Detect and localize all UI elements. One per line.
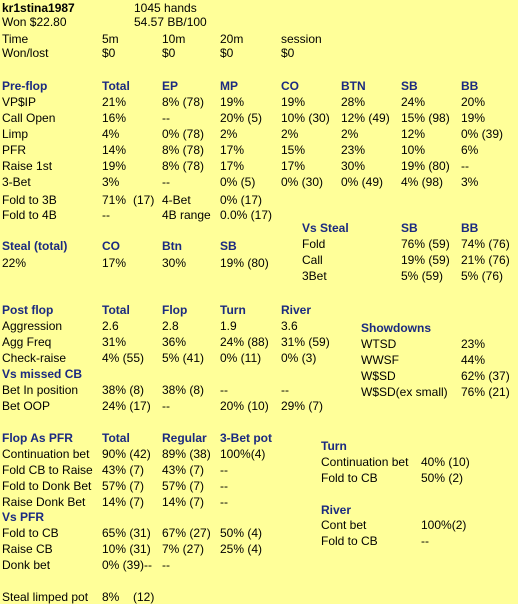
fold-to-3b-label: Fold to 3B xyxy=(2,193,57,207)
preflop-cell: 15% xyxy=(281,143,306,157)
preflop-cell: 0% (78) xyxy=(162,127,205,141)
turn-row-label: Fold to CB xyxy=(321,471,378,485)
four-bet-range-value: 0.0% (17) xyxy=(220,208,273,222)
postflop-row-label: Check-raise xyxy=(2,351,67,365)
vs-pfr-cell: 25% (4) xyxy=(220,542,263,556)
vs-steal-cell: 74% (76) xyxy=(461,237,510,251)
flop-pfr-cell: 14% (7) xyxy=(162,495,205,509)
preflop-cell: 0% (30) xyxy=(281,175,324,189)
flop-pfr-header: Total xyxy=(102,431,130,445)
preflop-cell: 10% (30) xyxy=(281,111,330,125)
time-label: Time xyxy=(2,32,29,46)
vs-pfr-row-label: Fold to CB xyxy=(2,526,59,540)
postflop-cell: 0% (3) xyxy=(281,351,317,365)
vs-steal-title: Vs Steal xyxy=(302,221,349,235)
flop-pfr-row-label: Raise Donk Bet xyxy=(2,495,86,509)
steal-limped-label: Steal limped pot xyxy=(2,590,89,604)
vs-steal-header: BB xyxy=(461,221,479,235)
postflop-header: River xyxy=(281,303,312,317)
flop-pfr-row-label: Fold CB to Raise xyxy=(2,463,93,477)
preflop-header: SB xyxy=(401,79,418,93)
flop-pfr-cell: 89% (38) xyxy=(162,447,211,461)
turn-title: Turn xyxy=(321,439,347,453)
vs-missed-cb-title: Vs missed CB xyxy=(2,367,83,381)
four-bet-value: 0% (17) xyxy=(220,193,263,207)
vs-steal-cell: 5% (59) xyxy=(401,269,444,283)
wonlost-5m: $0 xyxy=(102,46,116,60)
vs-steal-row-label: Fold xyxy=(302,237,326,251)
steal-header: Btn xyxy=(162,239,182,253)
river-row-label: Cont bet xyxy=(321,518,367,532)
steal-header: SB xyxy=(220,239,237,253)
postflop-cell: 5% (41) xyxy=(162,351,205,365)
preflop-header: CO xyxy=(281,79,299,93)
preflop-cell: 14% xyxy=(102,143,127,157)
preflop-cell: -- xyxy=(162,175,170,189)
river-value: -- xyxy=(421,534,429,548)
steal-value: 19% (80) xyxy=(220,256,269,270)
postflop-header: Post flop xyxy=(2,303,54,317)
flop-pfr-header: Regular xyxy=(162,431,207,445)
missed-cb-cell: -- xyxy=(162,399,170,413)
showdown-value: 76% (21) xyxy=(461,385,510,399)
steal-value: 30% xyxy=(162,256,187,270)
fold-to-4b-total: -- xyxy=(102,208,110,222)
steal-limped-count: (12) xyxy=(133,590,155,604)
won-amount: Won $22.80 xyxy=(2,15,67,29)
steal-value: 17% xyxy=(102,256,127,270)
river-title: River xyxy=(321,503,352,517)
steal-header: CO xyxy=(102,239,120,253)
four-bet-range-label: 4B range xyxy=(162,208,211,222)
postflop-row-label: Agg Freq xyxy=(2,335,52,349)
preflop-cell: -- xyxy=(461,159,469,173)
fold-to-4b-label: Fold to 4B xyxy=(2,208,57,222)
postflop-cell: 2.6 xyxy=(102,319,119,333)
preflop-cell: 10% xyxy=(401,143,426,157)
preflop-row-label: 3-Bet xyxy=(2,175,31,189)
flop-pfr-cell: -- xyxy=(220,479,228,493)
turn-row-label: Continuation bet xyxy=(321,455,409,469)
flop-pfr-cell: 14% (7) xyxy=(102,495,145,509)
postflop-cell: 31% (59) xyxy=(281,335,330,349)
preflop-cell: 19% xyxy=(220,95,245,109)
preflop-row-label: Raise 1st xyxy=(2,159,53,173)
preflop-cell: 4% (98) xyxy=(401,175,444,189)
time-10m: 10m xyxy=(162,32,186,46)
vs-pfr-cell: 50% (4) xyxy=(220,526,263,540)
postflop-cell: 31% xyxy=(102,335,127,349)
wonlost-session: $0 xyxy=(281,46,295,60)
missed-cb-row-label: Bet OOP xyxy=(2,399,51,413)
showdown-row-label: WTSD xyxy=(361,337,397,351)
time-session: session xyxy=(281,32,322,46)
preflop-cell: 2% xyxy=(341,127,359,141)
vs-pfr-title: Vs PFR xyxy=(2,510,45,524)
preflop-cell: 19% xyxy=(102,159,127,173)
postflop-cell: 36% xyxy=(162,335,187,349)
vs-steal-header: SB xyxy=(401,221,418,235)
preflop-cell: 0% (39) xyxy=(461,127,504,141)
preflop-cell: 12% xyxy=(401,127,426,141)
showdowns-title: Showdowns xyxy=(361,321,431,335)
preflop-cell: 12% (49) xyxy=(341,111,390,125)
preflop-header: BTN xyxy=(341,79,366,93)
showdown-row-label: W$SD(ex small) xyxy=(361,385,448,399)
preflop-header: Total xyxy=(102,79,130,93)
showdown-row-label: WWSF xyxy=(361,353,399,367)
preflop-cell: 20% xyxy=(461,95,486,109)
turn-value: 40% (10) xyxy=(421,455,470,469)
preflop-header: BB xyxy=(461,79,479,93)
preflop-row-label: PFR xyxy=(2,143,26,157)
vs-pfr-cell: -- xyxy=(162,558,170,572)
postflop-cell: 3.6 xyxy=(281,319,298,333)
vs-pfr-cell: 0% (39)-- xyxy=(102,558,153,572)
preflop-header: Pre-flop xyxy=(2,79,48,93)
postflop-header: Total xyxy=(102,303,130,317)
preflop-header: EP xyxy=(162,79,179,93)
vs-steal-row-label: Call xyxy=(302,253,323,267)
vs-pfr-cell: 10% (31) xyxy=(102,542,151,556)
preflop-cell: 2% xyxy=(281,127,299,141)
preflop-cell: 17% xyxy=(220,159,245,173)
preflop-cell: -- xyxy=(162,111,170,125)
turn-value: 50% (2) xyxy=(421,471,464,485)
preflop-cell: 28% xyxy=(341,95,366,109)
wonlost-10m: $0 xyxy=(162,46,176,60)
preflop-row-label: Call Open xyxy=(2,111,56,125)
postflop-row-label: Aggression xyxy=(2,319,63,333)
vs-steal-row-label: 3Bet xyxy=(302,269,327,283)
preflop-cell: 30% xyxy=(341,159,366,173)
preflop-cell: 24% xyxy=(401,95,426,109)
vs-pfr-row-label: Raise CB xyxy=(2,542,53,556)
preflop-cell: 8% (78) xyxy=(162,95,205,109)
vs-pfr-cell: 65% (31) xyxy=(102,526,151,540)
missed-cb-cell: 29% (7) xyxy=(281,399,324,413)
flop-pfr-row-label: Fold to Donk Bet xyxy=(2,479,92,493)
postflop-header: Flop xyxy=(162,303,188,317)
postflop-header: Turn xyxy=(220,303,246,317)
preflop-cell: 19% xyxy=(281,95,306,109)
flop-pfr-cell: 43% (7) xyxy=(102,463,145,477)
preflop-cell: 3% xyxy=(102,175,120,189)
showdown-row-label: W$SD xyxy=(361,369,396,383)
fold-to-3b-total: 71% xyxy=(102,193,127,207)
wonlost-20m: $0 xyxy=(220,46,234,60)
steal-value: 22% xyxy=(2,256,27,270)
river-row-label: Fold to CB xyxy=(321,534,378,548)
steal-limped-value: 8% xyxy=(102,590,120,604)
preflop-cell: 19% xyxy=(461,111,486,125)
preflop-cell: 8% (78) xyxy=(162,159,205,173)
preflop-cell: 4% xyxy=(102,127,120,141)
time-5m: 5m xyxy=(102,32,119,46)
postflop-cell: 24% (88) xyxy=(220,335,269,349)
flop-pfr-cell: -- xyxy=(220,463,228,477)
preflop-cell: 17% xyxy=(281,159,306,173)
steal-header: Steal (total) xyxy=(2,239,68,253)
flop-pfr-cell: 90% (42) xyxy=(102,447,151,461)
flop-pfr-cell: 100%(4) xyxy=(220,447,266,461)
preflop-cell: 16% xyxy=(102,111,127,125)
time-20m: 20m xyxy=(220,32,244,46)
four-bet-label: 4-Bet xyxy=(162,193,191,207)
missed-cb-cell: 24% (17) xyxy=(102,399,151,413)
missed-cb-row-label: Bet In position xyxy=(2,383,79,397)
preflop-cell: 0% (49) xyxy=(341,175,384,189)
postflop-cell: 2.8 xyxy=(162,319,179,333)
showdown-value: 23% xyxy=(461,337,486,351)
preflop-cell: 15% (98) xyxy=(401,111,450,125)
fold-to-3b-count: (17) xyxy=(133,193,155,207)
flop-pfr-row-label: Continuation bet xyxy=(2,447,90,461)
flop-pfr-header: Flop As PFR xyxy=(2,431,73,445)
preflop-cell: 0% (5) xyxy=(220,175,256,189)
preflop-cell: 6% xyxy=(461,143,479,157)
vs-pfr-cell: 67% (27) xyxy=(162,526,211,540)
vs-pfr-row-label: Donk bet xyxy=(2,558,51,572)
preflop-cell: 20% (5) xyxy=(220,111,263,125)
hands-count: 1045 hands xyxy=(134,1,197,15)
postflop-cell: 0% (11) xyxy=(220,351,262,365)
showdown-value: 62% (37) xyxy=(461,369,510,383)
missed-cb-cell: 38% (8) xyxy=(162,383,205,397)
preflop-cell: 3% xyxy=(461,175,479,189)
postflop-cell: 1.9 xyxy=(220,319,237,333)
vs-steal-cell: 76% (59) xyxy=(401,237,450,251)
postflop-cell: 4% (55) xyxy=(102,351,145,365)
preflop-cell: 21% xyxy=(102,95,127,109)
preflop-cell: 17% xyxy=(220,143,245,157)
preflop-cell: 8% (78) xyxy=(162,143,205,157)
vs-pfr-cell: 7% (27) xyxy=(162,542,205,556)
player-name: kr1stina1987 xyxy=(2,1,75,15)
preflop-row-label: Limp xyxy=(2,127,29,141)
missed-cb-cell: -- xyxy=(281,383,289,397)
missed-cb-cell: 20% (10) xyxy=(220,399,269,413)
vs-steal-cell: 19% (59) xyxy=(401,253,450,267)
vs-steal-cell: 5% (76) xyxy=(461,269,504,283)
flop-pfr-cell: 57% (7) xyxy=(162,479,205,493)
flop-pfr-cell: 43% (7) xyxy=(162,463,205,477)
bb-per-100: 54.57 BB/100 xyxy=(134,15,207,29)
flop-pfr-header: 3-Bet pot xyxy=(220,431,272,445)
flop-pfr-cell: 57% (7) xyxy=(102,479,145,493)
vs-steal-cell: 21% (76) xyxy=(461,253,510,267)
preflop-cell: 2% xyxy=(220,127,238,141)
missed-cb-cell: 38% (8) xyxy=(102,383,145,397)
showdown-value: 44% xyxy=(461,353,486,367)
preflop-row-label: VP$IP xyxy=(2,95,37,109)
preflop-cell: 23% xyxy=(341,143,366,157)
river-value: 100%(2) xyxy=(421,518,467,532)
flop-pfr-cell: -- xyxy=(220,495,228,509)
missed-cb-cell: -- xyxy=(220,383,228,397)
preflop-cell: 19% (80) xyxy=(401,159,450,173)
wonlost-label: Won/lost xyxy=(2,46,49,60)
preflop-header: MP xyxy=(220,79,238,93)
